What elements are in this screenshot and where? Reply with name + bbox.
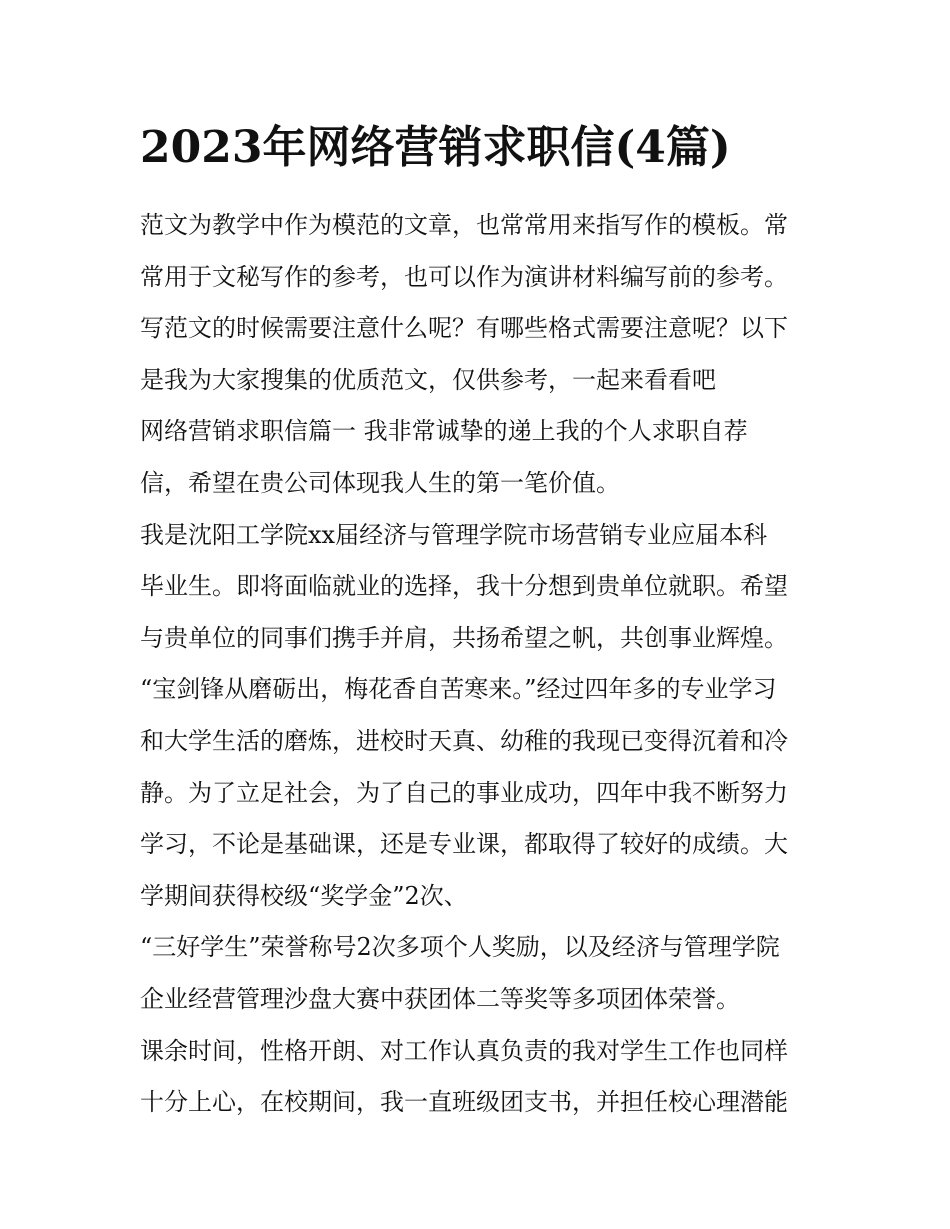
body-line: 毕业生。即将面临就业的选择，我十分想到贵单位就职。希望: [140, 572, 788, 601]
body-line: 静。为了立足社会，为了自己的事业成功，四年中我不断努力: [140, 778, 788, 807]
body-line: 常用于文秘写作的参考，也可以作为演讲材料编写前的参考。: [140, 262, 788, 291]
body-line: 学期间获得校级“奖学金”2次、: [140, 881, 468, 910]
body-line: 十分上心，在校期间，我一直班级团支书，并担任校心理潜能: [140, 1088, 788, 1117]
document-title: 2023年网络营销求职信(4篇): [140, 122, 731, 173]
body-line: 与贵单位的同事们携手并肩，共扬希望之帆，共创事业辉煌。: [140, 623, 788, 652]
body-line: 和大学生活的磨炼，进校时天真、幼稚的我现已变得沉着和冷: [140, 726, 788, 755]
body-line: “三好学生”荣誉称号2次多项个人奖励，以及经济与管理学院: [140, 933, 780, 962]
body-line: 学习，不论是基础课，还是专业课，都取得了较好的成绩。大: [140, 830, 788, 859]
body-line: 我是沈阳工学院xx届经济与管理学院市场营销专业应届本科: [140, 520, 768, 549]
body-line: 企业经营管理沙盘大赛中获团体二等奖等多项团体荣誉。: [140, 984, 740, 1013]
body-line: 写范文的时候需要注意什么呢？有哪些格式需要注意呢？以下: [140, 314, 788, 343]
body-line: 课余时间，性格开朗、对工作认真负责的我对学生工作也同样: [140, 1036, 788, 1065]
body-line: 范文为教学中作为模范的文章，也常常用来指写作的模板。常: [140, 211, 788, 239]
body-line: “宝剑锋从磨砺出，梅花香自苦寒来。”经过四年多的专业学习: [140, 675, 777, 704]
body-line: 网络营销求职信篇一 我非常诚挚的递上我的个人求职自荐: [140, 417, 748, 446]
document-body: [140, 200, 820, 1129]
body-line: 信，希望在贵公司体现我人生的第一笔价值。: [140, 468, 620, 497]
body-line: 是我为大家搜集的优质范文，仅供参考，一起来看看吧: [140, 365, 716, 394]
